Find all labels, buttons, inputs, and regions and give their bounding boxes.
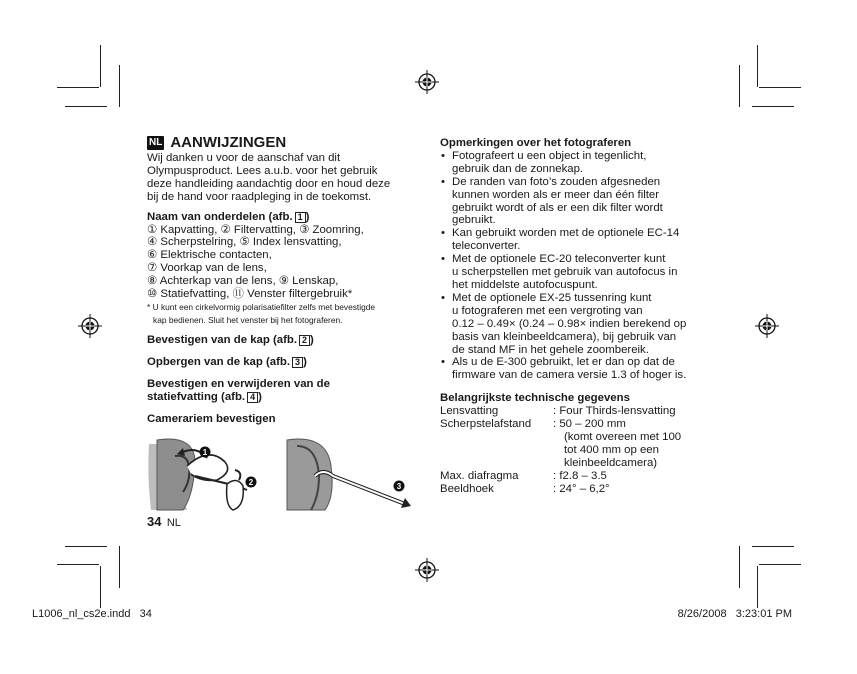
table-row: tot 400 mm op een bbox=[564, 443, 659, 456]
parts-heading: Naam van onderdelen (afb. 1 ) bbox=[147, 210, 310, 223]
section-strap: Camerariem bevestigen bbox=[147, 412, 276, 425]
list-item: • Met de optionele EC-20 teleconverter kunt u scherpstellen met gebruik van autofocus in het middelste autofocuspunt. bbox=[440, 253, 725, 292]
left-column bbox=[147, 133, 399, 426]
registration-mark-bottom bbox=[415, 558, 439, 582]
parts-line: ⑦ Voorkap van de lens, bbox=[147, 262, 267, 275]
specs-heading: Belangrijkste technische gegevens bbox=[440, 392, 630, 405]
parts-line: ⑥ Elektrische contacten, bbox=[147, 249, 272, 262]
list-item: • Kan gebruikt worden met de optionele EC-14 teleconverter. bbox=[440, 227, 725, 253]
parts-footnote-line2: kap bedienen. Sluit het venster bij het fotograferen. bbox=[153, 314, 343, 325]
right-column bbox=[440, 137, 725, 495]
registration-mark-right bbox=[755, 314, 779, 338]
slug-filename: L1006_nl_cs2e.indd 34 bbox=[32, 608, 152, 620]
remarks-heading: Opmerkingen over het fotograferen bbox=[440, 137, 632, 149]
parts-line: ① Kapvatting, ② Filtervatting, ③ Zoomring, bbox=[147, 223, 364, 236]
title-text: AANWIJZINGEN bbox=[170, 133, 287, 151]
language-badge: NL bbox=[149, 137, 163, 148]
registration-mark-top bbox=[415, 70, 439, 94]
list-item: • Met de optionele EX-25 tussenring kunt u fotograferen met een vergroting van 0.12 – 0.49× (0.24 – 0.98× indien berekend op basis van kleinbeeldcamera), bij gebruik van de stand MF in het gehele zoombereik. bbox=[440, 292, 725, 357]
table-row: (komt overeen met 100 bbox=[564, 430, 682, 443]
parts-footnote-line1: * U kunt een cirkelvormig polarisatiefilter zelfs met bevestigde bbox=[147, 301, 376, 312]
step-2-label: 2 bbox=[248, 478, 254, 487]
table-row: Beeldhoek : 24° – 6,2° bbox=[440, 482, 610, 495]
step-3-label: 3 bbox=[396, 482, 402, 491]
parts-line: ④ Scherpstelring, ⑤ Index lensvatting, bbox=[147, 236, 342, 249]
intro-paragraph: Wij danken u voor de aanschaf van dit Olympusproduct. Lees a.u.b. voor het gebruik deze handleiding aandachtig door en houd deze bij de hand voor raadpleging in de toekomst. bbox=[147, 152, 391, 203]
registration-mark-left bbox=[78, 314, 102, 338]
section-store-hood: Opbergen van de kap (afb. 3 ) bbox=[147, 356, 307, 369]
parts-line: ⑩ Statiefvatting, ⑪ Venster filtergebruik* bbox=[147, 288, 353, 301]
step-1-label: 1 bbox=[202, 448, 208, 457]
section-attach-hood: Bevestigen van de kap (afb. 2 ) bbox=[147, 334, 314, 347]
specs-table bbox=[440, 405, 681, 495]
table-row: Lensvatting : Four Thirds-lensvatting bbox=[440, 405, 676, 418]
remarks-list bbox=[440, 150, 725, 382]
section-tripod-mount: Bevestigen en verwijderen van de statiefvatting (afb. 4 ) bbox=[147, 377, 330, 403]
table-row: Max. diafragma : f2.8 – 3.5 bbox=[440, 469, 607, 482]
list-item: • Als u de E-300 gebruikt, let er dan op dat de firmware van de camera versie 1.3 of hoger is. bbox=[440, 356, 725, 382]
table-row: kleinbeeldcamera) bbox=[564, 456, 658, 469]
page-title bbox=[147, 133, 399, 151]
page-number: 34 NL bbox=[147, 514, 181, 529]
list-item: • De randen van foto’s zouden afgesneden kunnen worden als er meer dan één filter gebruikt wordt of als er een dik filter wordt gebruikt. bbox=[440, 176, 725, 228]
parts-line: ⑧ Achterkap van de lens, ⑨ Lenskap, bbox=[147, 275, 339, 288]
strap-illustration bbox=[147, 436, 412, 512]
table-row: Scherpstelafstand : 50 – 200 mm bbox=[440, 418, 626, 431]
list-item: • Fotografeert u een object in tegenlicht, gebruik dan de zonnekap. bbox=[440, 150, 725, 176]
slug-timestamp: 8/26/2008 3:23:01 PM bbox=[677, 608, 792, 620]
